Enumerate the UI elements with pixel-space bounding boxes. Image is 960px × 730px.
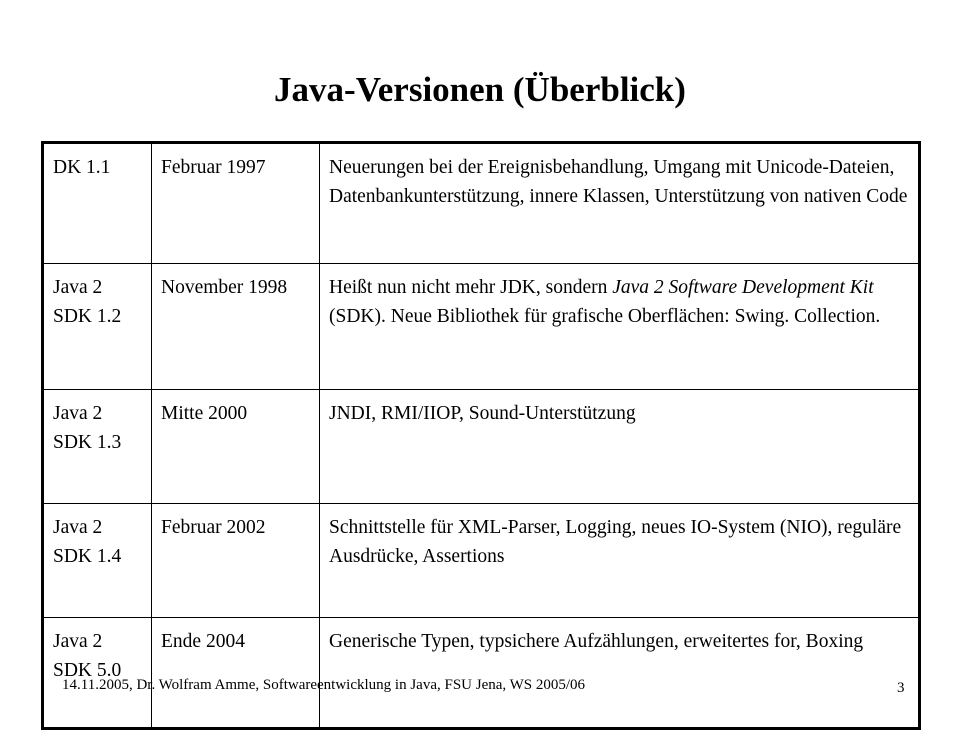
description-cell xyxy=(320,264,920,390)
version-cell xyxy=(43,390,152,504)
table-row xyxy=(43,143,920,264)
description-text: (SDK). Neue Bibliothek für grafische Oberflächen: Swing. Collection. xyxy=(329,306,881,327)
description-cell: Schnittstelle für XML-Parser, Logging, neues IO-System (NIO), reguläre Ausdrücke, Assertions xyxy=(320,504,920,618)
date-cell: Februar 1997 xyxy=(152,143,320,264)
version-line-1: Java 2 xyxy=(53,631,103,652)
java-versions-table xyxy=(41,141,921,730)
date-cell: Mitte 2000 xyxy=(152,390,320,504)
page-number: 3 xyxy=(897,680,905,696)
date-cell: Ende 2004 xyxy=(152,618,320,729)
description-cell: Generische Typen, typsichere Aufzählungen, erweitertes for, Boxing xyxy=(320,618,920,729)
version-line-2: SDK 1.2 xyxy=(53,306,122,327)
slide-title: Java-Versionen (Überblick) xyxy=(274,70,686,109)
version-cell xyxy=(43,264,152,390)
description-cell: Neuerungen bei der Ereignisbehandlung, Umgang mit Unicode-Dateien, Datenbankunterstützung, innere Klassen, Unterstützung von nativen Code xyxy=(320,143,920,264)
table-row xyxy=(43,390,920,504)
footer-text: 14.11.2005, Dr. Wolfram Amme, Softwareentwicklung in Java, FSU Jena, WS 2005/06 xyxy=(62,677,586,693)
description-cell: JNDI, RMI/IIOP, Sound-Unterstützung xyxy=(320,390,920,504)
version-line-1: Java 2 xyxy=(53,403,103,424)
version-line-2: SDK 1.4 xyxy=(53,546,122,567)
description-italic-text: Java 2 Software Development Kit xyxy=(612,277,874,298)
description-text: Heißt nun nicht mehr JDK, sondern xyxy=(329,277,613,298)
version-line-1: Java 2 xyxy=(53,277,103,298)
version-line-2: SDK 1.3 xyxy=(53,432,122,453)
table-row xyxy=(43,618,920,729)
table-row xyxy=(43,504,920,618)
date-cell: Februar 2002 xyxy=(152,504,320,618)
version-cell xyxy=(43,618,152,729)
version-line-1: Java 2 xyxy=(53,517,103,538)
table-row xyxy=(43,264,920,390)
version-line-1: DK 1.1 xyxy=(53,157,111,178)
version-cell xyxy=(43,504,152,618)
version-line-2: SDK 5.0 xyxy=(53,660,122,681)
version-cell xyxy=(43,143,152,264)
date-cell: November 1998 xyxy=(152,264,320,390)
